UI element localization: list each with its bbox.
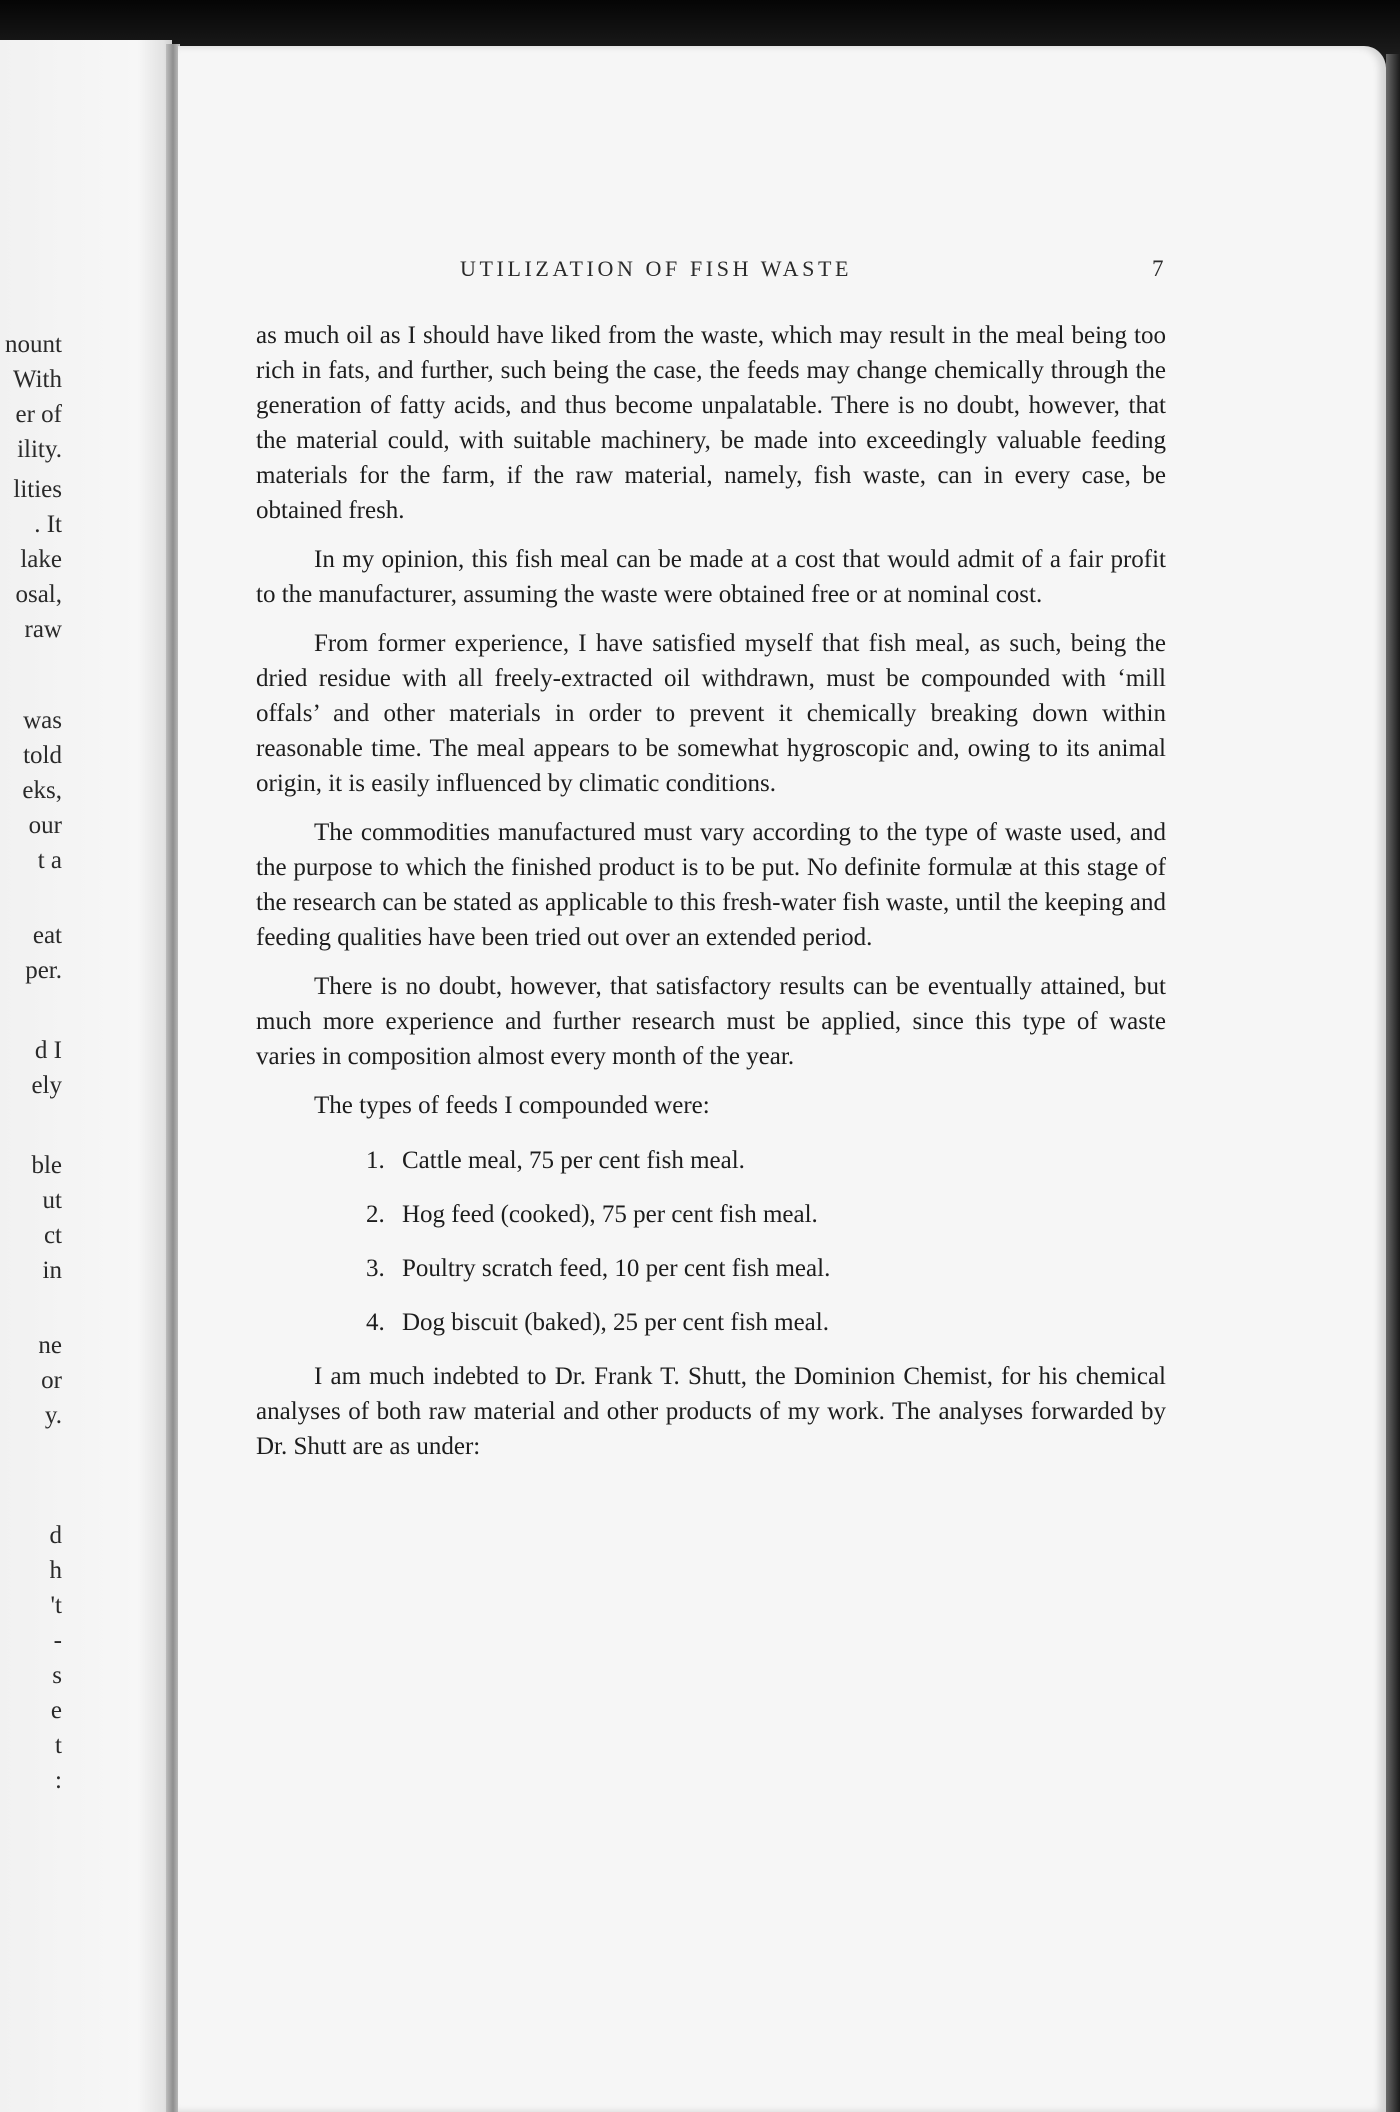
facing-page-fragment: per. bbox=[25, 957, 62, 984]
facing-page-fragment: er of bbox=[15, 401, 62, 428]
facing-page-fragment: t bbox=[55, 1732, 62, 1759]
facing-page-fragment: or bbox=[41, 1367, 62, 1394]
paragraph: There is no doubt, however, that satisfactory results can be eventually attained, but much more experience and further research must be applied, since this type of waste varies in composition almost every month of the year. bbox=[256, 973, 1166, 1070]
list-item bbox=[366, 1197, 1166, 1232]
facing-page-fragment: s bbox=[52, 1662, 62, 1689]
facing-page-fragment: : bbox=[55, 1767, 62, 1794]
list-text: Cattle meal, 75 per cent fish meal. bbox=[402, 1147, 745, 1174]
facing-page-fragment: lake bbox=[20, 546, 62, 573]
paragraph: From former experience, I have satisfied myself that fish meal, as such, being the dried residue with all freely-extracted oil withdrawn, must be compounded with ‘mill offals’ and other materials in order to prevent it chemically breaking down within reasonable time. The meal appears to be somewhat hygroscopic and, owing to its animal origin, it is easily influenced by climatic conditions. bbox=[256, 630, 1166, 797]
facing-page-fragment: With bbox=[13, 366, 62, 393]
facing-page-fragment: ble bbox=[31, 1152, 62, 1179]
facing-page-fragment: told bbox=[23, 742, 62, 769]
feed-list bbox=[256, 1143, 1166, 1340]
paragraph: The commodities manufactured must vary according to the type of waste used, and the purpose to which the finished product is to be put. No definite formulæ at this stage of the research can be stated as applicable to this fresh-water fish waste, until the keeping and feeding qualities have been tried out over an extended period. bbox=[256, 819, 1166, 951]
list-number: 3. bbox=[366, 1255, 385, 1282]
facing-page-fragment: e bbox=[50, 1697, 62, 1724]
facing-page-fragment: eks, bbox=[22, 777, 62, 804]
body-text bbox=[256, 318, 1166, 1478]
facing-page-fragment: lities bbox=[13, 476, 62, 503]
facing-page-fragment: . It bbox=[34, 511, 62, 538]
list-number: 4. bbox=[366, 1309, 385, 1336]
facing-page-fragment: raw bbox=[24, 616, 62, 643]
facing-page-fragment: y. bbox=[44, 1402, 62, 1429]
list-text: Dog biscuit (baked), 25 per cent fish meal. bbox=[402, 1309, 829, 1336]
facing-page bbox=[0, 40, 172, 2112]
list-number: 2. bbox=[366, 1201, 385, 1228]
paragraph: as much oil as I should have liked from the waste, which may result in the meal being too rich in fats, and further, such being the case, the feeds may change chemically through the generation of fatty acids, and thus become unpalatable. There is no doubt, however, that the material could, with suitable machinery, be made into exceedingly valuable feeding materials for the farm, if the raw material, namely, fish waste, can in every case, be obtained fresh. bbox=[256, 322, 1166, 524]
facing-page-fragment: ne bbox=[38, 1332, 62, 1359]
facing-page-fragment: in bbox=[42, 1257, 62, 1284]
running-head: UTILIZATION OF FISH WASTE bbox=[460, 256, 853, 281]
facing-page-fragment: our bbox=[28, 812, 62, 839]
list-item bbox=[366, 1251, 1166, 1286]
facing-page-fragment: 't bbox=[50, 1592, 62, 1619]
facing-page-fragment: t a bbox=[37, 847, 62, 874]
closing-paragraph: I am much indebted to Dr. Frank T. Shutt, the Dominion Chemist, for his chemical analyses of both raw material and other products of my work. The analyses forwarded by Dr. Shutt are as under: bbox=[256, 1363, 1166, 1460]
facing-page-fragment: h bbox=[49, 1557, 62, 1584]
page-number: 7 bbox=[1152, 256, 1164, 281]
facing-page-fragment: - bbox=[53, 1627, 62, 1654]
facing-page-fragment: nount bbox=[5, 331, 62, 358]
facing-page-fragment: d I bbox=[34, 1037, 62, 1064]
page-edge-shadow bbox=[1386, 54, 1400, 2112]
facing-page-fragment: ely bbox=[31, 1072, 62, 1099]
facing-page-fragment: was bbox=[23, 707, 62, 734]
facing-page-fragment: osal, bbox=[15, 581, 62, 608]
list-text: Hog feed (cooked), 75 per cent fish meal. bbox=[402, 1201, 818, 1228]
list-item bbox=[366, 1305, 1166, 1340]
paragraph: In my opinion, this fish meal can be made at a cost that would admit of a fair profit to the manufacturer, assuming the waste were obtained free or at nominal cost. bbox=[256, 546, 1166, 608]
list-intro: The types of feeds I compounded were: bbox=[314, 1092, 710, 1119]
list-text: Poultry scratch feed, 10 per cent fish meal. bbox=[402, 1255, 831, 1282]
facing-page-fragment: ut bbox=[42, 1187, 62, 1214]
facing-page-fragment: ility. bbox=[17, 436, 62, 463]
facing-page-fragment: ct bbox=[43, 1222, 62, 1249]
list-item bbox=[366, 1143, 1166, 1178]
facing-page-fragment: eat bbox=[32, 922, 62, 949]
facing-page-fragment: d bbox=[49, 1522, 62, 1549]
list-number: 1. bbox=[366, 1147, 385, 1174]
